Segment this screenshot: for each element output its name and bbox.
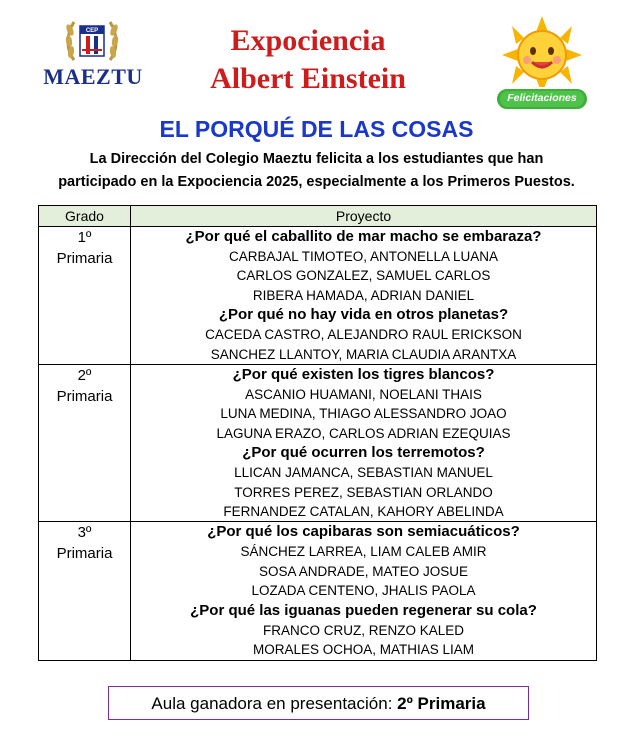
header-grado: Grado <box>39 206 131 227</box>
grado-number: 1º <box>77 229 92 246</box>
student-name: RIBERA HAMADA, ADRIAN DANIEL <box>252 287 475 303</box>
project-question: ¿Por qué las iguanas pueden regenerar su cola? <box>190 601 537 619</box>
student-name: SÁNCHEZ LARREA, LIAM CALEB AMIR <box>240 544 487 560</box>
winning-class-box <box>108 686 529 720</box>
maeztu-logo <box>30 14 156 89</box>
grado-cell <box>39 365 131 522</box>
sun-badge-label: Felicitaciones <box>507 92 577 104</box>
student-name: MORALES OCHOA, MATHIAS LIAM <box>252 642 475 658</box>
student-name: SOSA ANDRADE, MATEO JOSUE <box>258 563 469 579</box>
student-name: ASCANIO HUAMANI, NOELANI THAIS <box>245 387 482 403</box>
laurel-crest-icon <box>64 14 120 64</box>
table-header-row <box>39 206 597 227</box>
intro-line-1: La Dirección del Colegio Maeztu felicita a los estudiantes que han <box>89 151 544 167</box>
student-name: CACEDA CASTRO, ALEJANDRO RAUL ERICKSON <box>205 327 522 343</box>
project-cell <box>131 522 597 660</box>
student-name: FERNANDEZ CATALAN, KAHORY ABELINDA <box>223 504 504 520</box>
student-name: FRANCO CRUZ, RENZO KALED <box>262 622 465 638</box>
winners-table <box>38 205 597 661</box>
project-cell <box>131 227 597 365</box>
header-proyecto: Proyecto <box>131 206 597 227</box>
student-name: TORRES PEREZ, SEBASTIAN ORLANDO <box>234 484 493 500</box>
student-name: CARLOS GONZALEZ, SAMUEL CARLOS <box>236 268 491 284</box>
title-line-2: Albert Einstein <box>210 62 406 95</box>
grado-label: Primaria <box>56 545 113 563</box>
student-name: SANCHEZ LLANTOY, MARIA CLAUDIA ARANTXA <box>210 346 517 362</box>
winning-class-value: 2º Primaria <box>397 694 486 713</box>
student-name: CARBAJAL TIMOTEO, ANTONELLA LUANA <box>228 249 499 264</box>
project-question: ¿Por qué los capibaras son semiacuáticos? <box>207 523 520 541</box>
title-line-1: Expociencia <box>230 24 386 57</box>
grado-cell <box>39 227 131 365</box>
project-question: ¿Por qué el caballito de mar macho se embaraza? <box>185 228 542 245</box>
student-name: LLICAN JAMANCA, SEBASTIAN MANUEL <box>234 465 493 481</box>
logo-wordmark: MAEZTU <box>43 64 143 89</box>
project-question: ¿Por qué ocurren los terremotos? <box>242 444 485 462</box>
table-row <box>39 365 597 522</box>
project-question: ¿Por qué no hay vida en otros planetas? <box>218 306 509 324</box>
grado-label: Primaria <box>56 388 113 406</box>
grado-number: 2º <box>77 367 92 385</box>
intro-paragraph <box>30 148 603 194</box>
grado-cell <box>39 522 131 660</box>
student-name: LAGUNA ERAZO, CARLOS ADRIAN EZEQUIAS <box>216 425 511 441</box>
project-question: ¿Por qué existen los tigres blancos? <box>232 366 495 384</box>
page-subtitle: EL PORQUÉ DE LAS COSAS <box>159 116 474 142</box>
grado-label: Primaria <box>56 250 113 267</box>
crest-label: CEP <box>85 28 99 34</box>
grado-number: 3º <box>77 524 92 542</box>
intro-line-2: participado en la Expociencia 2025, especialmente a los Primeros Puestos. <box>58 174 575 190</box>
student-name: LUNA MEDINA, THIAGO ALESSANDRO JOAO <box>220 406 507 422</box>
project-cell <box>131 365 597 522</box>
table-row <box>39 522 597 660</box>
event-title <box>168 22 448 98</box>
winning-class-label: Aula ganadora en presentación: <box>151 694 393 713</box>
student-name: LOZADA CENTENO, JHALIS PAOLA <box>251 583 476 599</box>
table-row <box>39 227 597 365</box>
